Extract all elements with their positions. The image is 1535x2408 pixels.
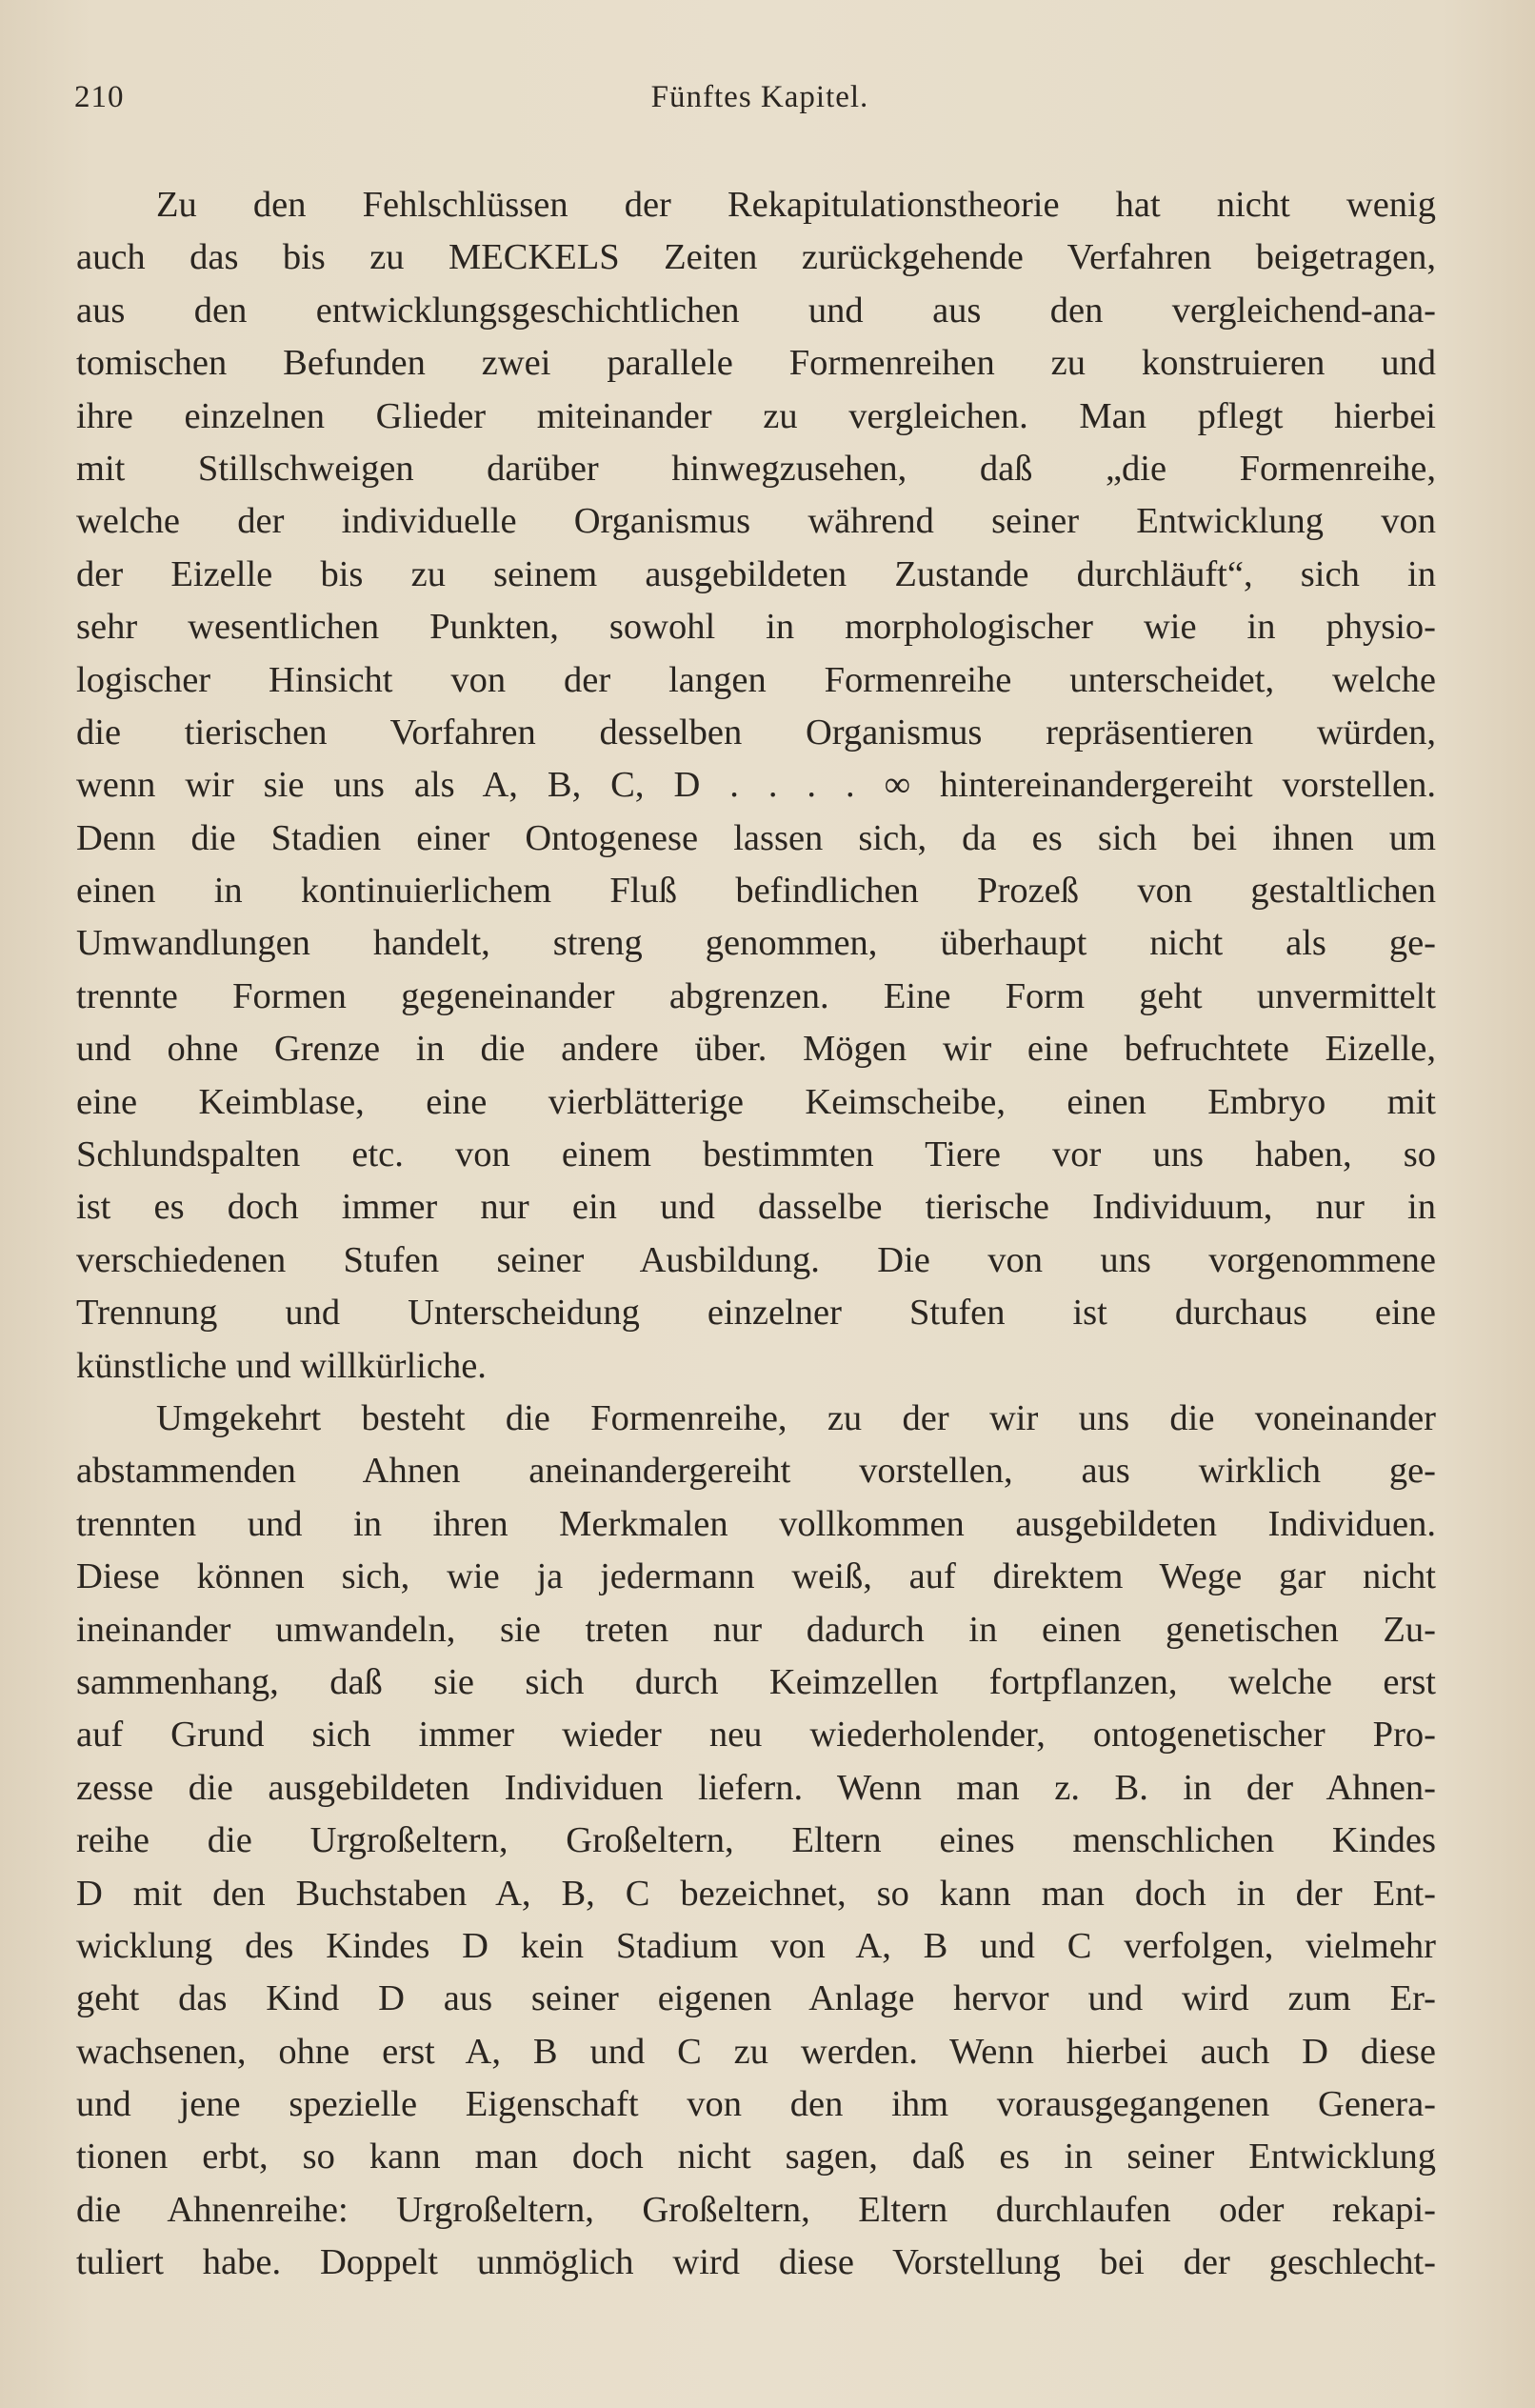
text-line: wicklung des Kindes D kein Stadium von A, B und C verfolgen, vielmehr: [76, 1925, 1436, 1966]
text-line: Diese können sich, wie ja jedermann weiß, auf direktem Wege gar nicht: [76, 1556, 1436, 1597]
text-line: die tierischen Vorfahren desselben Organismus repräsentieren würden,: [76, 712, 1436, 752]
text-line: eine Keimblase, eine vierblätterige Keimscheibe, einen Embryo mit: [76, 1081, 1436, 1122]
text-line: trennten und in ihren Merkmalen vollkommen ausgebildeten Individuen.: [76, 1503, 1436, 1544]
text-line: abstammenden Ahnen aneinandergereiht vorstellen, aus wirklich ge-: [76, 1451, 1436, 1492]
page-header: [74, 80, 1445, 126]
text-line: Umwandlungen handelt, streng genommen, überhaupt nicht als ge-: [76, 923, 1436, 964]
text-line: künstliche und willkürliche.: [76, 1345, 487, 1386]
text-line: tomischen Befunden zwei parallele Formenreihen zu konstruieren und: [76, 343, 1436, 384]
text-line: wenn wir sie uns als A, B, C, D . . . . ∞ hintereinandergereiht vorstellen.: [76, 765, 1436, 806]
text-line: tionen erbt, so kann man doch nicht sagen, daß es in seiner Entwicklung: [76, 2137, 1436, 2177]
text-line: reihe die Urgroßeltern, Großeltern, Eltern eines menschlichen Kindes: [76, 1820, 1436, 1861]
text-line: ist es doch immer nur ein und dasselbe tierische Individuum, nur in: [76, 1187, 1436, 1228]
text-line: und ohne Grenze in die andere über. Mögen wir eine befruchtete Eizelle,: [76, 1029, 1436, 1070]
text-line: aus den entwicklungsgeschichtlichen und aus den vergleichend-ana-: [76, 290, 1436, 331]
text-line: einen in kontinuierlichem Fluß befindlichen Prozeß von gestaltlichen: [76, 871, 1436, 912]
text-line: Denn die Stadien einer Ontogenese lassen sich, da es sich bei ihnen um: [76, 817, 1436, 858]
text-line: auch das bis zu MECKELS Zeiten zurückgehende Verfahren beigetragen,: [76, 237, 1436, 278]
text-line: auf Grund sich immer wieder neu wiederholender, ontogenetischer Pro-: [76, 1715, 1436, 1756]
text-line: sehr wesentlichen Punkten, sowohl in morphologischer wie in physio-: [76, 607, 1436, 648]
text-line: logischer Hinsicht von der langen Formenreihe unterscheidet, welche: [76, 659, 1436, 700]
text-line: mit Stillschweigen darüber hinwegzusehen, daß „die Formenreihe,: [76, 448, 1436, 489]
text-line: Trennung und Unterscheidung einzelner Stufen ist durchaus eine: [76, 1293, 1436, 1334]
text-line: ineinander umwandeln, sie treten nur dadurch in einen genetischen Zu-: [76, 1609, 1436, 1650]
text-line: trennte Formen gegeneinander abgrenzen. Eine Form geht unvermittelt: [76, 975, 1436, 1016]
text-line: geht das Kind D aus seiner eigenen Anlage hervor und wird zum Er-: [76, 1978, 1436, 2019]
text-line: wachsenen, ohne erst A, B und C zu werden. Wenn hierbei auch D diese: [76, 2031, 1436, 2072]
text-line: verschiedenen Stufen seiner Ausbildung. Die von uns vorgenommene: [76, 1239, 1436, 1280]
body-text: [76, 179, 1436, 2290]
paragraph-1: [76, 179, 1436, 1393]
text-line: tuliert habe. Doppelt unmöglich wird diese Vorstellung bei der geschlecht-: [76, 2242, 1436, 2283]
text-line: zesse die ausgebildeten Individuen liefern. Wenn man z. B. in der Ahnen-: [76, 1767, 1436, 1808]
text-line: D mit den Buchstaben A, B, C bezeichnet, so kann man doch in der Ent-: [76, 1873, 1436, 1914]
text-line: Zu den Fehlschlüssen der Rekapitulationstheorie hat nicht wenig: [156, 185, 1436, 225]
paragraph-2: [76, 1393, 1436, 2290]
text-line: und jene spezielle Eigenschaft von den ihm vorausgegangenen Genera-: [76, 2084, 1436, 2125]
text-line: ihre einzelnen Glieder miteinander zu vergleichen. Man pflegt hierbei: [76, 395, 1436, 436]
running-head: Fünftes Kapitel.: [650, 80, 869, 114]
text-line: Umgekehrt besteht die Formenreihe, zu der wir uns die voneinander: [156, 1397, 1436, 1438]
text-line: welche der individuelle Organismus während seiner Entwicklung von: [76, 501, 1436, 542]
text-line: die Ahnenreihe: Urgroßeltern, Großeltern, Eltern durchlaufen oder rekapi-: [76, 2189, 1436, 2230]
text-line: der Eizelle bis zu seinem ausgebildeten Zustande durchläuft“, sich in: [76, 553, 1436, 594]
text-line: Schlundspalten etc. von einem bestimmten Tiere vor uns haben, so: [76, 1134, 1436, 1175]
page-number: 210: [74, 80, 125, 114]
text-line: sammenhang, daß sie sich durch Keimzellen fortpflanzen, welche erst: [76, 1661, 1436, 1702]
